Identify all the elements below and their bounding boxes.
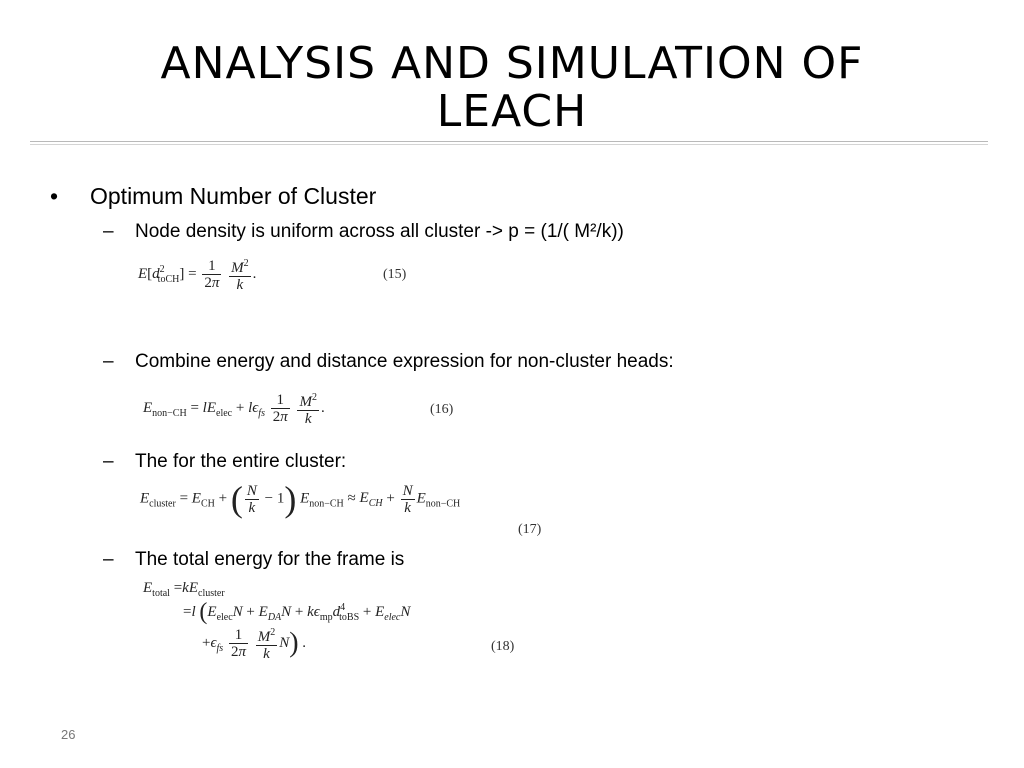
equation-18-line-1: $E_{total} =kE_{cluster}$ [143,580,225,599]
equation-16: $E_{non-CH} = lE_{elec} + l\epsilon_{fs}$ $\frac{1}{2\pi}$ $\frac{M^2}{k}$ . [143,392,325,427]
equation-15: $E[d^2_{toCH}]$ = $\frac{1}{2\pi}$ $\frac{M^2}{k}$ . [138,258,257,293]
equation-number-16: (16) [430,402,454,417]
title-divider-shadow [30,144,988,145]
equation-number-17: (17) [518,522,542,537]
equation-18-line-3: $+\epsilon_{fs}$ $\frac{1}{2\pi}$ $\frac{M^2}{k}$ N) . [202,627,307,662]
bullet-dot-icon: • [50,183,59,209]
title-divider [30,141,988,142]
slide-title [60,40,964,136]
sub-item-text: The for the entire cluster: [135,451,347,472]
equation-18-line-2: =l ($E_{elec}N + E_{DA}N + k\epsilon_{mp}d^4_{toBS} + E_{elec}N$ [183,599,411,625]
title-line-2: LEACH [436,86,588,137]
equation-17: $E_{cluster} = E_{CH}$ + ( $\frac{N}{k}$ − 1) $E_{non-CH} \approx E_{CH}$ + $\frac{N}{k}$ $E_{non-CH}$ [140,479,461,519]
equation-number-18: (18) [491,639,515,654]
sub-item-text: The total energy for the frame is [135,549,405,570]
title-line-1: ANALYSIS AND SIMULATION OF [160,38,864,89]
equation-number-15: (15) [383,267,407,282]
dash-icon: – [103,549,114,570]
dash-icon: – [103,351,114,372]
dash-icon: – [103,451,114,472]
dash-icon: – [103,221,114,242]
sub-item-text: Combine energy and distance expression for non-cluster heads: [135,351,674,372]
sub-item-text: Node density is uniform across all cluster -> p = (1/( M²/k)) [135,221,624,242]
page-number: 26 [61,727,76,742]
bullet-text: Optimum Number of Cluster [90,183,377,209]
